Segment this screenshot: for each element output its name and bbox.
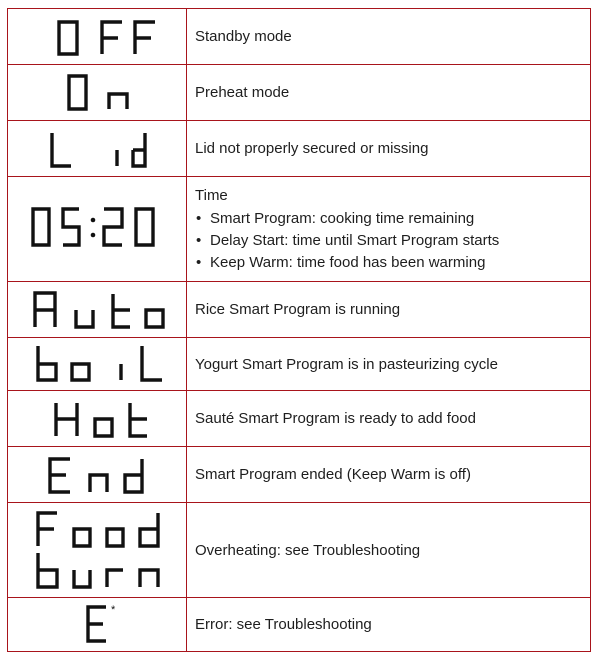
table-row — [8, 338, 591, 391]
table-row — [8, 121, 591, 177]
display-cell — [8, 121, 187, 177]
bullet-icon: • — [196, 254, 202, 271]
display-end — [8, 447, 186, 502]
list-item — [195, 210, 590, 227]
table-row — [8, 282, 591, 338]
display-error — [8, 598, 186, 651]
list-item — [195, 232, 590, 249]
display-cell — [8, 177, 187, 282]
table-row — [8, 391, 591, 447]
table-row — [8, 598, 591, 652]
display-auto — [8, 282, 186, 337]
display-off — [8, 9, 186, 64]
bullet-icon: • — [196, 232, 202, 249]
display-boil — [8, 338, 186, 390]
row-description: Lid not properly secured or missing — [187, 121, 591, 177]
display-cell — [8, 282, 187, 338]
row-description — [187, 177, 591, 282]
display-0520 — [8, 199, 186, 259]
row-description: Sauté Smart Program is ready to add food — [187, 391, 591, 447]
display-cell — [8, 65, 187, 121]
display-lid — [8, 121, 186, 176]
row-description: Rice Smart Program is running — [187, 282, 591, 338]
list-item — [195, 254, 590, 271]
display-cell — [8, 447, 187, 503]
display-cell — [8, 9, 187, 65]
row-description: Smart Program ended (Keep Warm is off) — [187, 447, 591, 503]
display-on — [8, 65, 186, 120]
display-messages-table — [7, 8, 591, 652]
display-cell — [8, 338, 187, 391]
bullet-text: Keep Warm: time food has been warming — [210, 254, 486, 271]
asterisk-mark: * — [111, 604, 116, 616]
row-description: Overheating: see Troubleshooting — [187, 503, 591, 598]
display-cell — [8, 503, 187, 598]
table-row — [8, 503, 591, 598]
row-description: Preheat mode — [187, 65, 591, 121]
display-cell — [8, 598, 187, 652]
display-food-burn — [8, 503, 186, 597]
bullet-icon: • — [196, 210, 202, 227]
row-description: Error: see Troubleshooting — [187, 598, 591, 652]
time-label: Time — [195, 187, 228, 204]
bullet-text: Smart Program: cooking time remaining — [210, 210, 475, 227]
row-description: Yogurt Smart Program is in pasteurizing cycle — [187, 338, 591, 391]
display-hot — [8, 391, 186, 446]
display-cell — [8, 391, 187, 447]
table-row — [8, 9, 591, 65]
time-bullet-list — [195, 210, 590, 271]
table-row — [8, 65, 591, 121]
row-description: Standby mode — [187, 9, 591, 65]
table-row — [8, 447, 591, 503]
bullet-text: Delay Start: time until Smart Program starts — [210, 232, 500, 249]
table-row — [8, 177, 591, 282]
